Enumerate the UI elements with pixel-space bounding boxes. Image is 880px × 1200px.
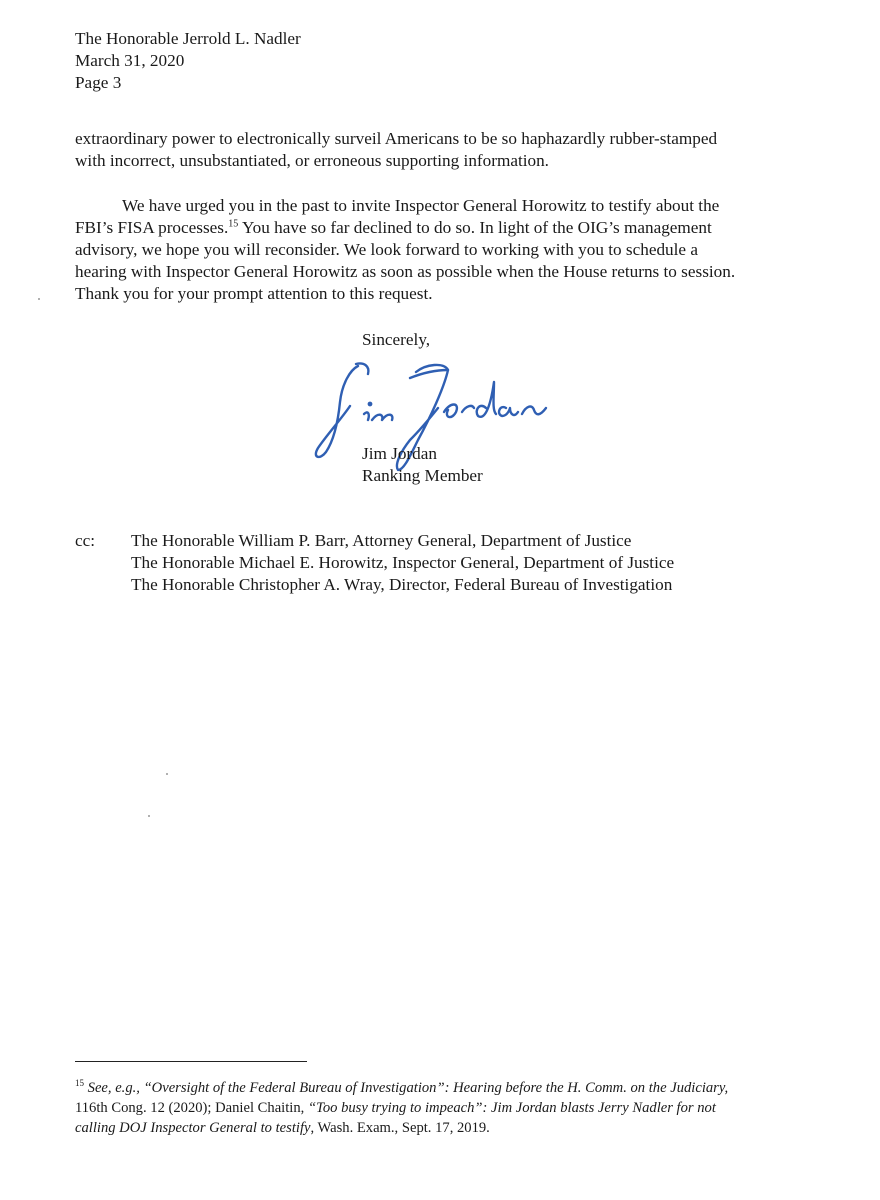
cc-item-wray: The Honorable Christopher A. Wray, Director, Federal Bureau of Investigation [131,575,673,594]
footnote-line3 [75,1119,490,1138]
footnote-line3-title: calling DOJ Inspector General to testify [75,1120,311,1136]
footnote-separator [75,1061,307,1062]
signer-name: Jim Jordan [362,444,437,463]
footnote-line1 [75,1079,728,1098]
page-number: Page 3 [75,73,122,92]
paragraph1-line1: extraordinary power to electronically surveil Americans to be so haphazardly rubber-stamped [75,129,718,148]
scan-speck [38,298,40,300]
paragraph2-line1: We have urged you in the past to invite Inspector General Horowitz to testify about the [122,196,720,215]
paragraph2-line4: hearing with Inspector General Horowitz as soon as possible when the House returns to session. [75,262,736,281]
footnote-line1-text: See, e.g., “Oversight of the Federal Bureau of Investigation”: Hearing before the H. Comm. on the Judiciary, [84,1080,729,1096]
paragraph1-line2: with incorrect, unsubstantiated, or erroneous supporting information. [75,151,549,170]
cc-item-horowitz: The Honorable Michael E. Horowitz, Inspector General, Department of Justice [131,553,675,572]
letter-date: March 31, 2020 [75,51,185,70]
signer-title: Ranking Member [362,466,483,485]
scan-speck [148,815,150,817]
cc-item-barr: The Honorable William P. Barr, Attorney General, Department of Justice [131,531,632,550]
paragraph2-line5: Thank you for your prompt attention to this request. [75,284,433,303]
footnote-line2-start: 116th Cong. 12 (2020); Daniel Chaitin, [75,1100,308,1116]
recipient-line: The Honorable Jerrold L. Nadler [75,29,301,48]
footnote-line3-end: , Wash. Exam., Sept. 17, 2019. [310,1120,490,1136]
footnote-number: 15 [75,1078,84,1089]
closing-salutation: Sincerely, [362,330,431,349]
footnote-line2 [75,1099,716,1118]
paragraph2-line2-end: You have so far declined to do so. In light of the OIG’s management [238,218,712,237]
footnote-ref-15: 15 [228,218,239,230]
cc-label: cc: [75,531,96,550]
paragraph2-line3: advisory, we hope you will reconsider. We look forward to working with you to schedule a [75,240,698,259]
scan-speck [166,773,168,775]
paragraph2-line2-start: FBI’s FISA processes. [75,218,229,237]
footnote-line2-title: “Too busy trying to impeach”: Jim Jordan blasts Jerry Nadler for not [307,1100,716,1116]
paragraph2-line2 [75,217,712,239]
